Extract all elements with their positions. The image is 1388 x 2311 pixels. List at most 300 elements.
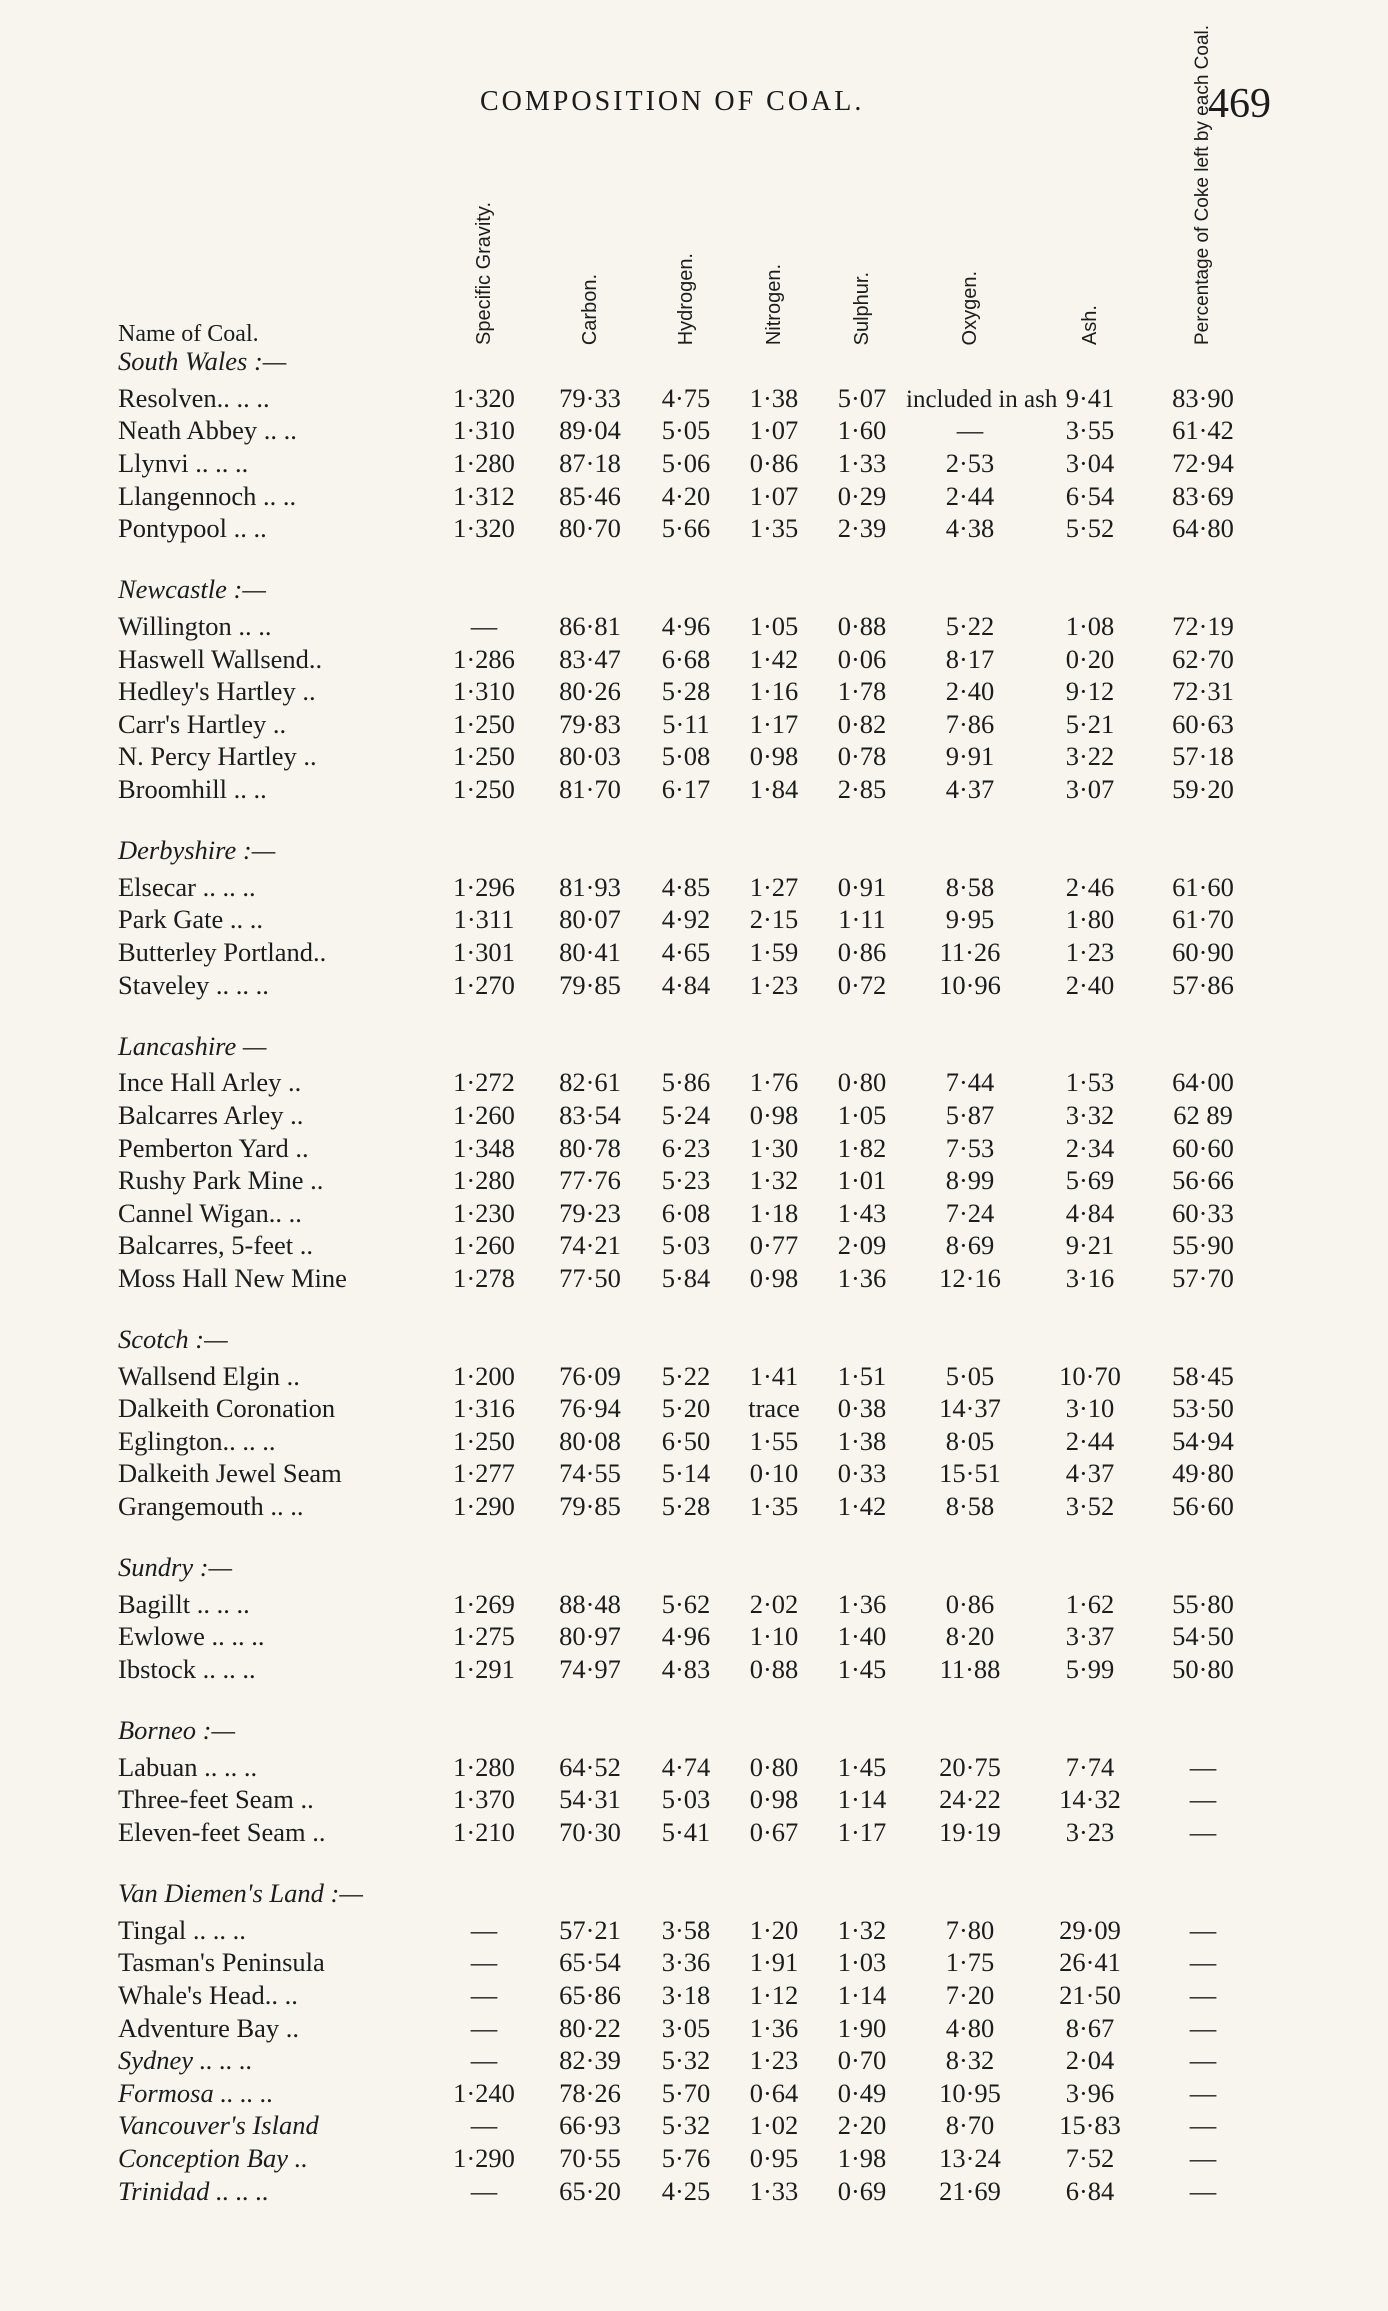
value-cell xyxy=(642,1359,730,1392)
value-cell xyxy=(906,903,1034,936)
value-cell xyxy=(1034,2142,1146,2175)
value-text: 8·67 xyxy=(1065,2012,1115,2043)
coal-name-cell: Wallsend Elgin .. xyxy=(118,1360,300,1391)
value-cell xyxy=(538,2011,642,2044)
value-cell xyxy=(642,740,730,773)
value-text: 1·42 xyxy=(837,1491,887,1522)
value-cell xyxy=(1034,2174,1146,2207)
value-cell xyxy=(430,773,538,806)
value-text: 1·23 xyxy=(1065,936,1115,967)
value-text: 54·31 xyxy=(559,1784,621,1815)
table-row xyxy=(118,642,1260,675)
value-cell xyxy=(1146,2044,1260,2077)
value-cell xyxy=(818,1099,906,1132)
coal-name-cell: Dalkeith Jewel Seam xyxy=(118,1458,342,1489)
table-row xyxy=(118,1620,1260,1653)
value-cell xyxy=(818,1229,906,1262)
value-cell xyxy=(1146,675,1260,708)
value-cell xyxy=(818,708,906,741)
value-text: 4·74 xyxy=(661,1751,711,1782)
value-text: 2·02 xyxy=(749,1588,799,1619)
value-cell xyxy=(430,1783,538,1816)
value-text: 77·50 xyxy=(559,1262,621,1293)
value-cell xyxy=(642,675,730,708)
value-cell xyxy=(906,1392,1034,1425)
value-text: — xyxy=(1189,2142,1217,2173)
value-text: — xyxy=(1189,1979,1217,2010)
coal-name-cell: Ince Hall Arley .. xyxy=(118,1067,302,1098)
section-gap xyxy=(118,1848,1260,1881)
value-cell xyxy=(430,1262,538,1295)
table-row xyxy=(118,1490,1260,1523)
table-row xyxy=(118,675,1260,708)
value-text: 0·86 xyxy=(837,936,887,967)
value-text: 66·93 xyxy=(559,2110,621,2141)
value-text: 7·80 xyxy=(945,1914,995,1945)
value-text: 3·04 xyxy=(1065,448,1115,479)
value-text: 5·32 xyxy=(661,2045,711,2076)
value-text: 13·24 xyxy=(939,2142,1001,2173)
table-row xyxy=(118,1229,1260,1262)
value-cell xyxy=(538,2142,642,2175)
value-text: 72·19 xyxy=(1172,611,1234,642)
value-text: 54·94 xyxy=(1172,1425,1234,1456)
value-cell xyxy=(642,1783,730,1816)
coal-name-cell: Pontypool .. .. xyxy=(118,513,267,544)
value-text: 5·22 xyxy=(945,611,995,642)
value-cell xyxy=(538,1229,642,1262)
value-text: 5·05 xyxy=(661,415,711,446)
value-cell xyxy=(818,1653,906,1686)
value-cell xyxy=(538,642,642,675)
page-number: 469 xyxy=(1208,81,1271,127)
table-row xyxy=(118,2174,1260,2207)
value-text: 3·37 xyxy=(1065,1621,1115,1652)
table-row xyxy=(118,773,1260,806)
value-cell xyxy=(730,1164,818,1197)
table-row xyxy=(118,414,1260,447)
value-text: 29·09 xyxy=(1059,1914,1121,1945)
value-cell xyxy=(642,773,730,806)
value-cell xyxy=(818,1588,906,1621)
value-cell xyxy=(538,1588,642,1621)
coal-name-cell: N. Percy Hartley .. xyxy=(118,741,317,772)
value-cell xyxy=(1034,871,1146,904)
table-row xyxy=(118,2011,1260,2044)
value-cell xyxy=(1034,1229,1146,1262)
value-text: 0·78 xyxy=(837,741,887,772)
value-cell xyxy=(642,1066,730,1099)
value-text: 1·38 xyxy=(837,1425,887,1456)
value-text: 2·40 xyxy=(1065,969,1115,1000)
value-cell xyxy=(730,903,818,936)
value-cell xyxy=(538,382,642,415)
value-cell xyxy=(642,1131,730,1164)
value-cell xyxy=(906,773,1034,806)
value-text: 2·44 xyxy=(1065,1425,1115,1456)
section-heading: Newcastle :— xyxy=(118,574,266,605)
column-header-label: Carbon. xyxy=(579,273,601,345)
table-row xyxy=(118,2109,1260,2142)
value-text: 1·45 xyxy=(837,1654,887,1685)
value-cell xyxy=(642,1946,730,1979)
value-cell xyxy=(642,968,730,1001)
coal-name-cell: Llangennoch .. .. xyxy=(118,480,297,511)
value-text: 5·28 xyxy=(661,1491,711,1522)
coal-name-cell: Tasman's Peninsula xyxy=(118,1947,325,1978)
value-text: — xyxy=(470,1914,498,1945)
value-cell xyxy=(430,1457,538,1490)
coal-name-cell: Carr's Hartley .. xyxy=(118,708,287,739)
value-cell xyxy=(730,1131,818,1164)
value-text: 0·72 xyxy=(837,969,887,1000)
value-cell xyxy=(430,903,538,936)
value-text: 49·80 xyxy=(1172,1458,1234,1489)
coal-name-cell: Ewlowe .. .. .. xyxy=(118,1621,265,1652)
value-cell xyxy=(906,2011,1034,2044)
value-cell xyxy=(1034,675,1146,708)
table-row xyxy=(118,1066,1260,1099)
value-text: 5·21 xyxy=(1065,708,1115,739)
value-cell xyxy=(1034,1946,1146,1979)
value-text: 1·312 xyxy=(453,480,515,511)
value-cell xyxy=(538,968,642,1001)
value-cell xyxy=(818,675,906,708)
value-cell xyxy=(730,1359,818,1392)
value-cell xyxy=(906,1262,1034,1295)
value-cell xyxy=(906,1751,1034,1784)
value-cell xyxy=(906,1099,1034,1132)
value-cell xyxy=(538,1751,642,1784)
value-cell xyxy=(1146,1946,1260,1979)
value-text: 7·52 xyxy=(1065,2142,1115,2173)
value-text: 1·200 xyxy=(453,1360,515,1391)
coal-name-cell: Grangemouth .. .. xyxy=(118,1491,304,1522)
value-text: 80·97 xyxy=(559,1621,621,1652)
value-text: — xyxy=(470,611,498,642)
coal-name-cell: Resolven.. .. .. xyxy=(118,382,270,413)
value-cell xyxy=(642,1914,730,1947)
value-text: 1·277 xyxy=(453,1458,515,1489)
value-text: 2·40 xyxy=(945,676,995,707)
value-cell xyxy=(1146,1620,1260,1653)
value-text: 1·10 xyxy=(749,1621,799,1652)
value-text: 60·90 xyxy=(1172,936,1234,967)
value-text: 0·70 xyxy=(837,2045,887,2076)
value-cell xyxy=(818,1914,906,1947)
column-header-label: Ash. xyxy=(1079,304,1101,345)
value-text: 1·30 xyxy=(749,1132,799,1163)
value-cell xyxy=(430,2044,538,2077)
table-row xyxy=(118,610,1260,643)
value-text: 1·275 xyxy=(453,1621,515,1652)
value-text: 55·90 xyxy=(1172,1230,1234,1261)
value-cell xyxy=(642,1164,730,1197)
value-cell xyxy=(1146,1490,1260,1523)
value-text: trace xyxy=(748,1393,800,1424)
value-cell xyxy=(538,773,642,806)
value-cell xyxy=(642,2076,730,2109)
value-cell xyxy=(538,1359,642,1392)
table-row xyxy=(118,2044,1260,2077)
value-cell xyxy=(1034,1914,1146,1947)
table-row xyxy=(118,1099,1260,1132)
value-text: 80·08 xyxy=(559,1425,621,1456)
value-text: 80·03 xyxy=(559,741,621,772)
coal-name-cell: Whale's Head.. .. xyxy=(118,1979,298,2010)
value-text: 88·48 xyxy=(559,1588,621,1619)
column-header-label: Specific Gravity. xyxy=(473,202,495,345)
name-column-header: Name of Coal. xyxy=(118,321,259,347)
value-cell xyxy=(818,1490,906,1523)
section-heading-cell xyxy=(118,574,1260,610)
value-cell xyxy=(430,936,538,969)
value-cell xyxy=(538,740,642,773)
value-cell xyxy=(430,447,538,480)
value-text: 1·272 xyxy=(453,1067,515,1098)
value-text: 1·250 xyxy=(453,774,515,805)
value-cell xyxy=(538,936,642,969)
value-text: 1·291 xyxy=(453,1654,515,1685)
value-cell xyxy=(818,740,906,773)
value-cell xyxy=(906,740,1034,773)
value-text: 1·45 xyxy=(837,1751,887,1782)
coal-name-cell: Conception Bay .. xyxy=(118,2142,308,2173)
value-text: 1·280 xyxy=(453,448,515,479)
value-cell xyxy=(906,1979,1034,2012)
value-text: 1·35 xyxy=(749,1491,799,1522)
table-row xyxy=(118,1131,1260,1164)
value-cell xyxy=(430,1946,538,1979)
value-text: 0·88 xyxy=(837,611,887,642)
table-row xyxy=(118,1946,1260,1979)
table-row xyxy=(118,1979,1260,2012)
value-text: 1·90 xyxy=(837,2012,887,2043)
value-cell xyxy=(818,1751,906,1784)
value-cell xyxy=(730,1229,818,1262)
value-text: 1·230 xyxy=(453,1197,515,1228)
value-text: 0·80 xyxy=(749,1751,799,1782)
section-heading-row xyxy=(118,577,1260,610)
section-heading-row xyxy=(118,838,1260,871)
value-text: 5·76 xyxy=(661,2142,711,2173)
value-cell xyxy=(730,2109,818,2142)
value-text: 1·03 xyxy=(837,1947,887,1978)
value-text: 1·23 xyxy=(749,969,799,1000)
value-text: 10·70 xyxy=(1059,1360,1121,1391)
value-cell xyxy=(1034,1620,1146,1653)
value-cell xyxy=(1146,1392,1260,1425)
value-text: 1·42 xyxy=(749,643,799,674)
value-text: 0·33 xyxy=(837,1458,887,1489)
value-cell xyxy=(1146,740,1260,773)
value-text: 7·20 xyxy=(945,1979,995,2010)
value-text: 1·33 xyxy=(749,2175,799,2206)
value-cell xyxy=(538,1131,642,1164)
value-cell xyxy=(430,675,538,708)
value-cell xyxy=(1034,773,1146,806)
value-text: 80·70 xyxy=(559,513,621,544)
value-text: 0·98 xyxy=(749,1262,799,1293)
value-text: 7·24 xyxy=(945,1197,995,1228)
coal-name-cell: Bagillt .. .. .. xyxy=(118,1588,250,1619)
value-text: 4·83 xyxy=(661,1654,711,1685)
value-text: 50·80 xyxy=(1172,1654,1234,1685)
value-text: 79·33 xyxy=(559,382,621,413)
value-cell xyxy=(538,512,642,545)
value-text: 79·23 xyxy=(559,1197,621,1228)
table-row xyxy=(118,903,1260,936)
value-cell xyxy=(906,1425,1034,1458)
value-text: 5·66 xyxy=(661,513,711,544)
value-text: 26·41 xyxy=(1059,1947,1121,1978)
column-header xyxy=(818,155,906,349)
value-text: — xyxy=(470,2110,498,2141)
value-text: 1·316 xyxy=(453,1393,515,1424)
value-text: 5·41 xyxy=(661,1817,711,1848)
value-cell xyxy=(1034,1262,1146,1295)
value-cell xyxy=(730,512,818,545)
value-text: 6·84 xyxy=(1065,2175,1115,2206)
value-text: 1·51 xyxy=(837,1360,887,1391)
value-text: 1·14 xyxy=(837,1784,887,1815)
value-cell xyxy=(538,1425,642,1458)
value-cell xyxy=(1146,968,1260,1001)
value-text: 53·50 xyxy=(1172,1393,1234,1424)
column-header xyxy=(430,155,538,349)
value-text: 1·23 xyxy=(749,2045,799,2076)
value-cell xyxy=(1034,1196,1146,1229)
value-cell xyxy=(1034,708,1146,741)
value-cell xyxy=(1146,1099,1260,1132)
column-header xyxy=(906,155,1034,349)
coal-name-cell: Hedley's Hartley .. xyxy=(118,676,316,707)
value-text: 89·04 xyxy=(559,415,621,446)
value-text: 1·20 xyxy=(749,1914,799,1945)
table-row xyxy=(118,968,1260,1001)
value-cell xyxy=(730,610,818,643)
value-cell xyxy=(642,1751,730,1784)
value-cell xyxy=(818,642,906,675)
value-cell xyxy=(730,2174,818,2207)
value-cell xyxy=(818,2142,906,2175)
value-cell xyxy=(730,675,818,708)
value-text: 1·59 xyxy=(749,936,799,967)
value-cell xyxy=(730,642,818,675)
table-row xyxy=(118,1751,1260,1784)
value-text: 80·22 xyxy=(559,2012,621,2043)
value-cell xyxy=(1146,903,1260,936)
value-cell xyxy=(730,1653,818,1686)
value-text: — xyxy=(1189,2110,1217,2141)
value-text: 1·36 xyxy=(837,1588,887,1619)
value-text: 1·33 xyxy=(837,448,887,479)
value-text: 1·36 xyxy=(749,2012,799,2043)
value-text: 56·66 xyxy=(1172,1165,1234,1196)
value-cell xyxy=(1034,1066,1146,1099)
value-text: 8·32 xyxy=(945,2045,995,2076)
value-text: 0·20 xyxy=(1065,643,1115,674)
value-text: 1·17 xyxy=(749,708,799,739)
value-cell xyxy=(642,479,730,512)
value-cell xyxy=(1034,968,1146,1001)
value-text: 1·76 xyxy=(749,1067,799,1098)
value-text: 0·86 xyxy=(749,448,799,479)
value-cell xyxy=(538,447,642,480)
value-cell xyxy=(642,2011,730,2044)
value-text: 56·60 xyxy=(1172,1491,1234,1522)
value-cell xyxy=(1034,1131,1146,1164)
value-cell xyxy=(818,2109,906,2142)
value-text: 1·84 xyxy=(749,774,799,805)
value-cell xyxy=(430,1099,538,1132)
value-text: 1·41 xyxy=(749,1360,799,1391)
value-text: 8·70 xyxy=(945,2110,995,2141)
section-heading-cell xyxy=(118,1552,1260,1588)
value-cell xyxy=(538,1457,642,1490)
section-heading-row xyxy=(118,1327,1260,1360)
value-cell xyxy=(818,1066,906,1099)
value-text: — xyxy=(1189,1751,1217,1782)
value-text: 1·18 xyxy=(749,1197,799,1228)
value-cell xyxy=(1146,1262,1260,1295)
value-text: 80·26 xyxy=(559,676,621,707)
value-text: 1·280 xyxy=(453,1165,515,1196)
value-text: 2·20 xyxy=(837,2110,887,2141)
value-text: 1·55 xyxy=(749,1425,799,1456)
value-text: 1·38 xyxy=(749,382,799,413)
value-text: 54·50 xyxy=(1172,1621,1234,1652)
value-text: 0·91 xyxy=(837,871,887,902)
value-text: 74·97 xyxy=(559,1654,621,1685)
value-cell xyxy=(818,479,906,512)
value-cell xyxy=(538,675,642,708)
value-cell xyxy=(818,1783,906,1816)
value-cell xyxy=(1034,642,1146,675)
value-text: 15·51 xyxy=(939,1458,1001,1489)
value-text: 0·98 xyxy=(749,1784,799,1815)
section-heading: Derbyshire :— xyxy=(118,835,276,866)
value-text: 1·260 xyxy=(453,1230,515,1261)
value-text: 7·53 xyxy=(945,1132,995,1163)
value-cell xyxy=(730,773,818,806)
value-cell xyxy=(1034,1751,1146,1784)
value-cell xyxy=(1146,1359,1260,1392)
value-text: 3·18 xyxy=(661,1979,711,2010)
value-cell xyxy=(818,871,906,904)
value-text: 1·12 xyxy=(749,1979,799,2010)
value-cell xyxy=(430,1979,538,2012)
value-cell xyxy=(906,1131,1034,1164)
value-text: 1·60 xyxy=(837,415,887,446)
coal-name-cell: Formosa .. .. .. xyxy=(118,2077,274,2108)
value-cell xyxy=(430,1490,538,1523)
section-gap xyxy=(118,545,1260,578)
value-text: — xyxy=(470,1979,498,2010)
value-cell xyxy=(906,2174,1034,2207)
section-heading: Lancashire — xyxy=(118,1030,267,1061)
value-text: 5·07 xyxy=(837,382,887,413)
value-cell xyxy=(642,610,730,643)
value-text: 3·36 xyxy=(661,1947,711,1978)
value-cell xyxy=(906,1946,1034,1979)
value-text: 0·06 xyxy=(837,643,887,674)
value-text: 1·280 xyxy=(453,1751,515,1782)
value-cell xyxy=(642,1457,730,1490)
value-text: 0·77 xyxy=(749,1230,799,1261)
coal-name-cell: Balcarres, 5-feet .. xyxy=(118,1230,313,1261)
value-text: 8·05 xyxy=(945,1425,995,1456)
